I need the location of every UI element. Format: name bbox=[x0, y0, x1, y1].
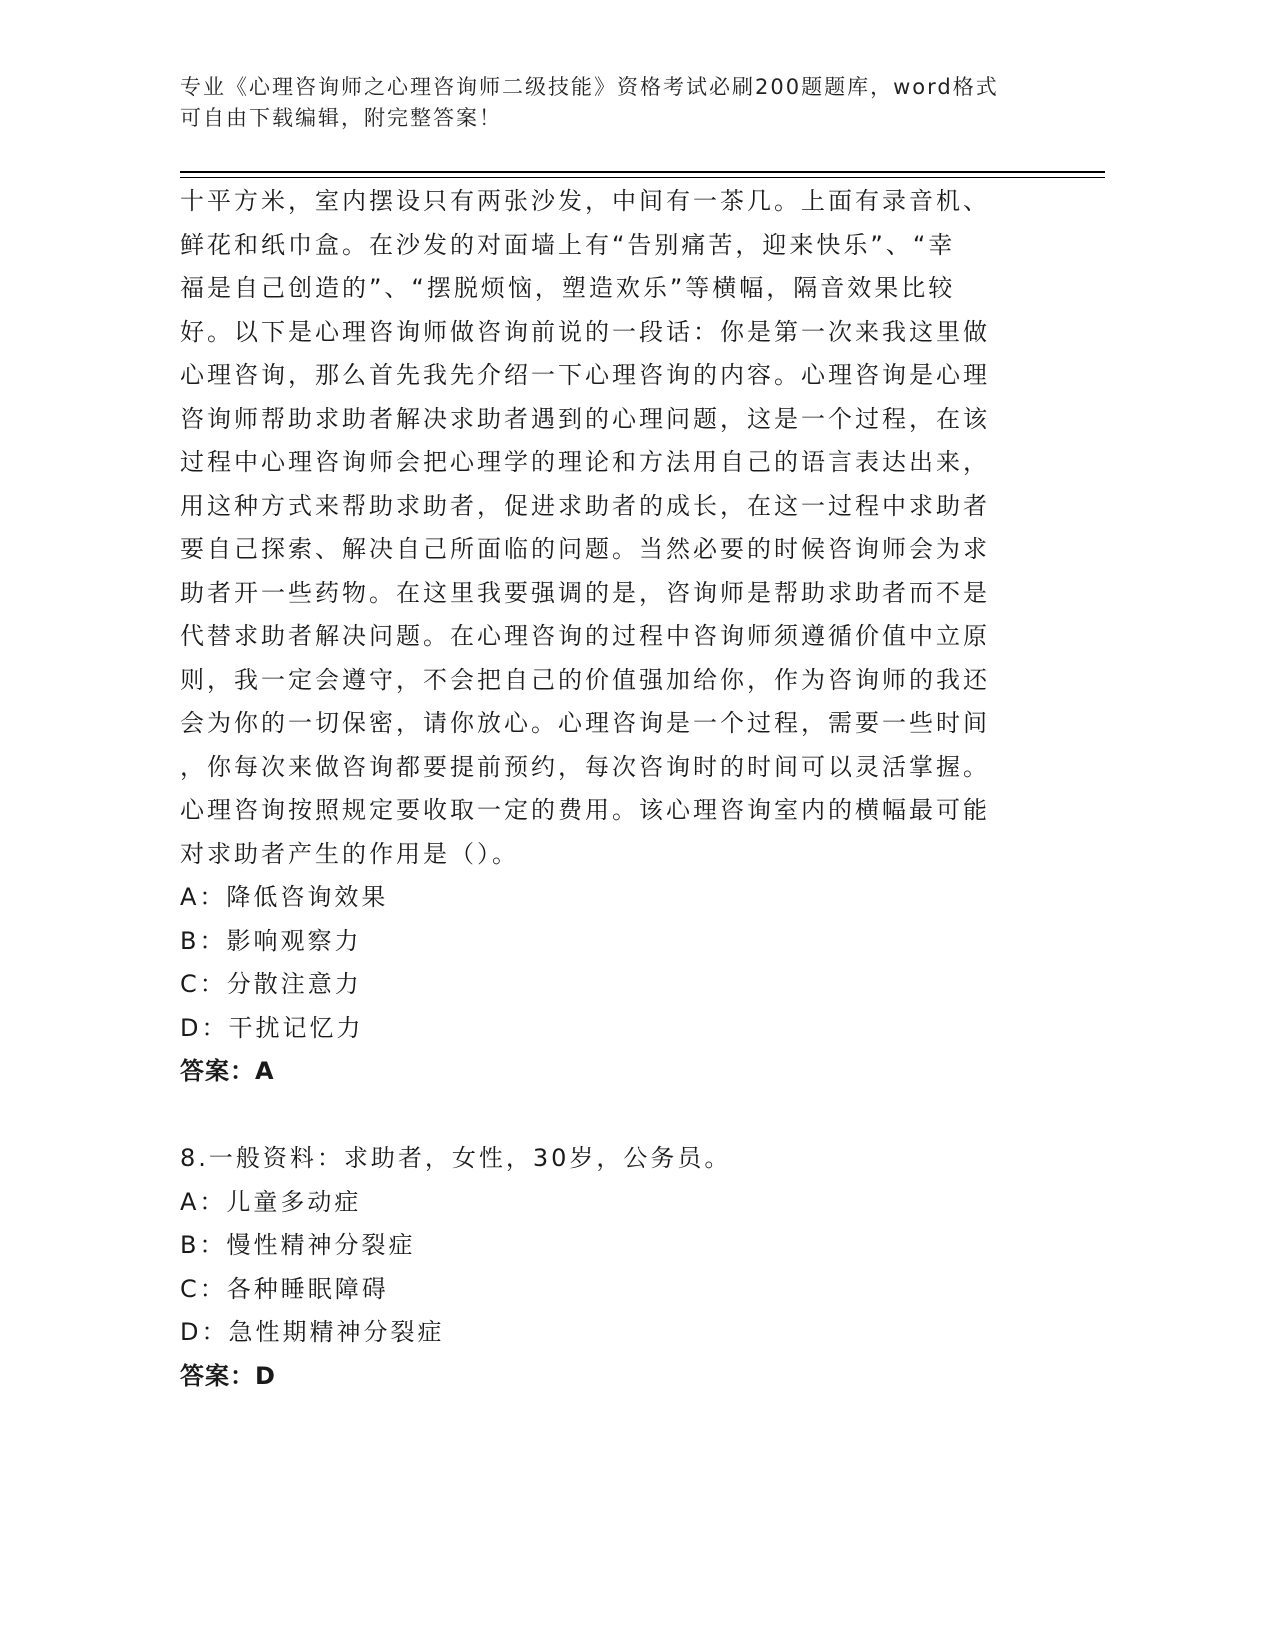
question-stem: 8.一般资料：求助者，女性，30岁，公务员。 bbox=[180, 1144, 732, 1172]
question-text-line: 十平方米，室内摆设只有两张沙发，中间有一茶几。上面有录音机、 bbox=[180, 187, 990, 215]
question-text-line: 对求助者产生的作用是（）。 bbox=[180, 839, 519, 868]
question-text-line: 用这种方式来帮助求助者，促进求助者的成长，在这一过程中求助者 bbox=[180, 491, 990, 520]
question-text-line: 代替求助者解决问题。在心理咨询的过程中咨询师须遵循价值中立原 bbox=[180, 622, 990, 650]
header-line-2: 可自由下载编辑，附完整答案！ bbox=[180, 106, 502, 130]
question-text-line: 咨询师帮助求助者解决求助者遇到的心理问题，这是一个过程，在该 bbox=[180, 404, 990, 433]
question-text-line: 好。以下是心理咨询师做咨询前说的一段话：你是第一次来我这里做 bbox=[180, 317, 990, 346]
option-d: D：干扰记忆力 bbox=[180, 1013, 364, 1042]
question-text-line: 鲜花和纸巾盒。在沙发的对面墙上有“告别痛苦，迎来快乐”、“幸 bbox=[180, 230, 956, 259]
answer: 答案：D bbox=[180, 1361, 276, 1390]
question-text-line: 助者开一些药物。在这里我要强调的是，咨询师是帮助求助者而不是 bbox=[180, 578, 990, 607]
document-body bbox=[180, 180, 1080, 1398]
spacer bbox=[180, 1094, 1080, 1138]
question-7 bbox=[180, 180, 1080, 1094]
question-text-line: 心理咨询，那么首先我先介绍一下心理咨询的内容。心理咨询是心理 bbox=[180, 361, 990, 389]
option-d: D：急性期精神分裂症 bbox=[180, 1318, 445, 1346]
option-c: C：各种睡眠障碍 bbox=[180, 1274, 389, 1303]
option-a: A：儿童多动症 bbox=[180, 1187, 362, 1216]
option-b: B：影响观察力 bbox=[180, 926, 362, 955]
header-line-1: 专业《心理咨询师之心理咨询师二级技能》资格考试必刷200题题库，word格式 bbox=[180, 75, 999, 99]
question-8 bbox=[180, 1137, 1080, 1398]
question-text-line: 福是自己创造的”、“摆脱烦恼，塑造欢乐”等横幅，隔音效果比较 bbox=[180, 274, 956, 302]
question-text-line: 要自己探索、解决自己所面临的问题。当然必要的时候咨询师会为求 bbox=[180, 535, 990, 563]
question-text-line: 则，我一定会遵守，不会把自己的价值强加给你，作为咨询师的我还 bbox=[180, 665, 990, 694]
option-a: A：降低咨询效果 bbox=[180, 883, 389, 911]
answer: 答案：A bbox=[180, 1057, 275, 1085]
option-c: C：分散注意力 bbox=[180, 970, 362, 998]
question-text-line: ，你每次来做咨询都要提前预约，每次咨询时的时间可以灵活掌握。 bbox=[180, 752, 990, 781]
header-rule-thin bbox=[180, 177, 1105, 178]
option-b: B：慢性精神分裂症 bbox=[180, 1231, 416, 1259]
document-header bbox=[180, 72, 1080, 134]
question-text-line: 过程中心理咨询师会把心理学的理论和方法用自己的语言表达出来， bbox=[180, 448, 990, 476]
header-rule-thick bbox=[180, 171, 1105, 173]
question-text-line: 会为你的一切保密，请你放心。心理咨询是一个过程，需要一些时间 bbox=[180, 709, 990, 737]
question-text-line: 心理咨询按照规定要收取一定的费用。该心理咨询室内的横幅最可能 bbox=[180, 796, 990, 824]
